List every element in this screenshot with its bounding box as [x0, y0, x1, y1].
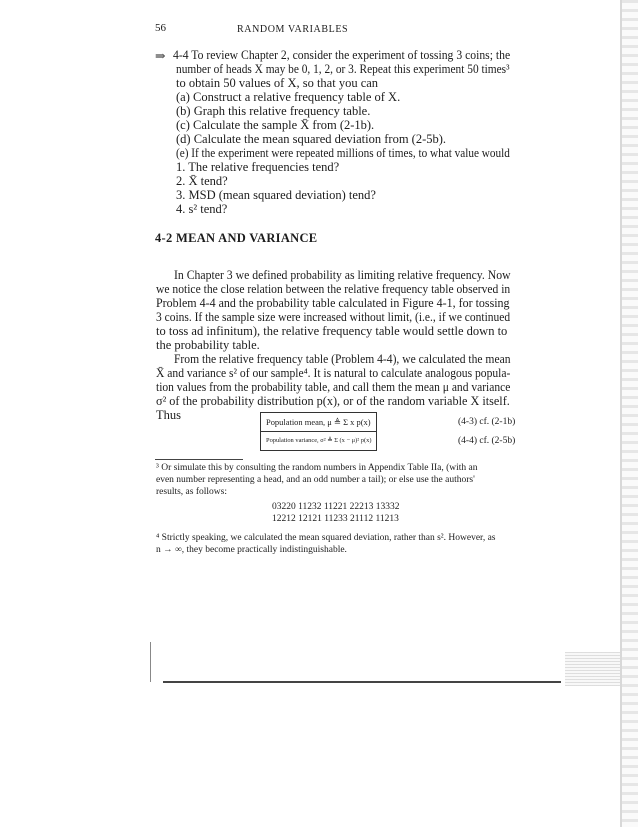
- problem-line: 2. X̄ tend?: [176, 174, 228, 188]
- body-line: Problem 4-4 and the probability table calculated in Figure 4-1, for tossing: [156, 296, 510, 310]
- problem-line: 1. The relative frequencies tend?: [176, 160, 340, 174]
- problem-line: (a) Construct a relative frequency table of X.: [176, 90, 401, 104]
- body-line: we notice the close relation between the relative frequency table observed in: [156, 282, 511, 296]
- problem-line: (c) Calculate the sample X̄ from (2-1b).: [176, 118, 375, 132]
- body-line: to toss ad infinitum), the relative frequency table would settle down to: [156, 324, 508, 338]
- footnote-rule: [155, 459, 243, 460]
- footnote-3-line: results, as follows:: [156, 487, 227, 497]
- problem-line: (b) Graph this relative frequency table.: [176, 104, 371, 118]
- body-line: X̄ and variance s² of our sample⁴. It is natural to calculate analogous popula-: [156, 366, 511, 380]
- body-line: the probability table.: [156, 338, 260, 352]
- problem-line: 4-4 To review Chapter 2, consider the experiment of tossing 3 coins; the: [173, 48, 511, 62]
- body-line: tion values from the probability table, and call them the mean μ and variance: [156, 380, 511, 394]
- footnote-4-line: ⁴ Strictly speaking, we calculated the mean squared deviation, rather than s². However, as: [156, 533, 496, 543]
- body-line: σ² of the probability distribution p(x), or of the random variable X itself.: [156, 394, 510, 408]
- population-mean-definition: Population mean, μ ≜ Σ x p(x): [266, 417, 371, 427]
- problem-line: to obtain 50 values of X, so that you can: [176, 76, 379, 90]
- population-variance-definition: Population variance, σ² ≜ Σ (x − μ)² p(x): [261, 431, 376, 450]
- problem-line: 4. s² tend?: [176, 202, 228, 216]
- coin-results-row: 03220 11232 11221 22213 13332: [272, 502, 400, 512]
- scan-mark: [150, 642, 151, 682]
- scan-artifact: [565, 652, 621, 686]
- footnote-3-line: ³ Or simulate this by consulting the random numbers in Appendix Table IIa, (with an: [156, 463, 478, 473]
- page-number: 56: [155, 22, 166, 34]
- body-line: From the relative frequency table (Problem 4-4), we calculated the mean: [174, 352, 511, 366]
- footnote-3-line: even number representing a head, and an odd number a tail); or else use the authors': [156, 475, 475, 485]
- body-line: Thus: [156, 408, 181, 422]
- definition-box: [260, 412, 377, 451]
- problem-line: number of heads X may be 0, 1, 2, or 3. Repeat this experiment 50 times³: [176, 62, 510, 76]
- problem-arrow: ⇒: [155, 49, 166, 63]
- problem-line: 3. MSD (mean squared deviation) tend?: [176, 188, 376, 202]
- body-line: 3 coins. If the sample size were increased without limit, (i.e., if we continued: [156, 310, 511, 324]
- page-bottom-edge: [163, 681, 561, 683]
- running-head: RANDOM VARIABLES: [237, 24, 349, 35]
- body-line: In Chapter 3 we defined probability as limiting relative frequency. Now: [174, 268, 511, 282]
- section-heading: 4-2 MEAN AND VARIANCE: [155, 231, 318, 245]
- problem-line: (e) If the experiment were repeated millions of times, to what value would: [176, 146, 510, 160]
- coin-results-row: 12212 12121 11233 21112 11213: [272, 514, 399, 524]
- problem-line: (d) Calculate the mean squared deviation from (2-5b).: [176, 132, 447, 146]
- footnote-4-line: n → ∞, they become practically indistinguishable.: [156, 545, 347, 555]
- equation-number: (4-4) cf. (2-5b): [458, 436, 516, 446]
- scan-edge-strip: [622, 0, 638, 827]
- equation-number: (4-3) cf. (2-1b): [458, 417, 516, 427]
